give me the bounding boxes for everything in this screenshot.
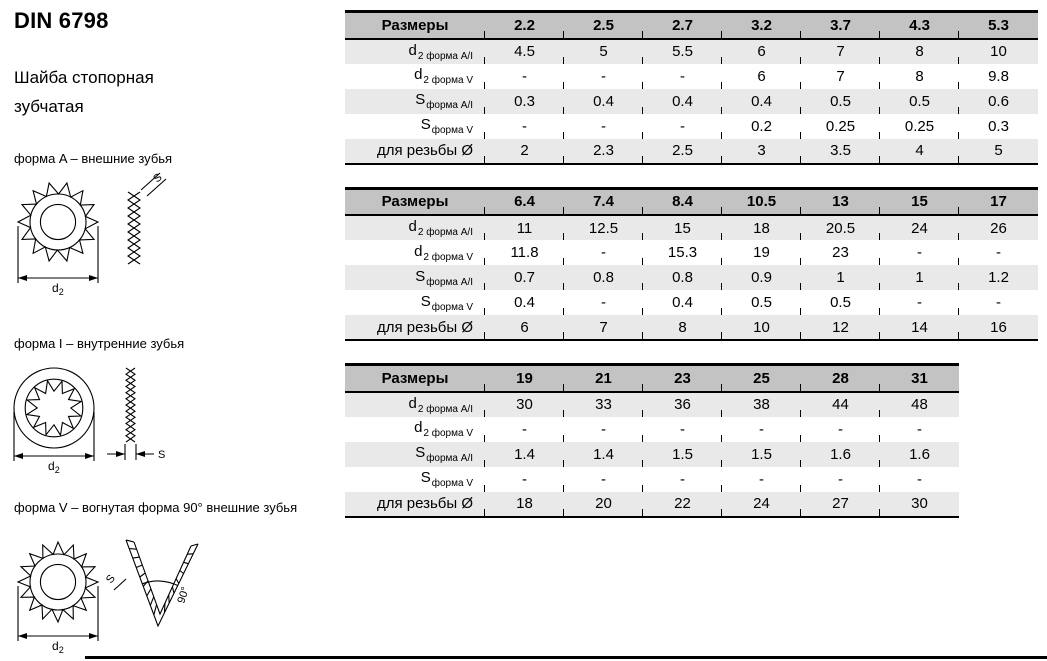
table-row bbox=[345, 417, 959, 442]
table-row bbox=[345, 114, 1038, 139]
size-header-cell: 28 bbox=[801, 365, 880, 392]
value-cell: 14 bbox=[880, 315, 959, 340]
value-cell: 0.3 bbox=[485, 89, 564, 114]
d2-dimension bbox=[18, 226, 98, 283]
value-cell: 36 bbox=[643, 392, 722, 417]
value-cell: 6 bbox=[722, 39, 801, 64]
value-cell: - bbox=[880, 240, 959, 265]
table-row bbox=[345, 315, 1038, 340]
value-cell: - bbox=[643, 467, 722, 492]
size-header-cell: 4.3 bbox=[880, 12, 959, 39]
value-cell: 8 bbox=[643, 315, 722, 340]
value-cell: 12 bbox=[801, 315, 880, 340]
value-cell: 0.8 bbox=[564, 265, 643, 290]
value-cell: 8 bbox=[880, 64, 959, 89]
value-cell: 7 bbox=[801, 39, 880, 64]
value-cell: 1.4 bbox=[564, 442, 643, 467]
value-cell: 0.4 bbox=[564, 89, 643, 114]
table-header-row bbox=[345, 12, 1038, 39]
value-cell: 15 bbox=[643, 215, 722, 240]
value-cell: 1 bbox=[880, 265, 959, 290]
size-header-cell: 2.2 bbox=[485, 12, 564, 39]
value-cell: 38 bbox=[722, 392, 801, 417]
row-label: $S_{форма A/I}$ bbox=[345, 265, 485, 290]
size-header-cell: 2.7 bbox=[643, 12, 722, 39]
value-cell: 0.5 bbox=[801, 89, 880, 114]
table-row bbox=[345, 215, 1038, 240]
table-header-label: Размеры bbox=[345, 12, 485, 39]
value-cell: 1.5 bbox=[643, 442, 722, 467]
side-view-teeth-strip bbox=[128, 173, 166, 264]
value-cell: 44 bbox=[801, 392, 880, 417]
bottom-rule bbox=[85, 656, 1047, 659]
value-cell: 48 bbox=[880, 392, 959, 417]
value-cell: - bbox=[959, 290, 1038, 315]
value-cell: 30 bbox=[485, 392, 564, 417]
angle-90-label: 90° bbox=[175, 585, 192, 605]
washer-external-teeth bbox=[18, 183, 98, 261]
value-cell: - bbox=[880, 417, 959, 442]
row-label: $S_{форма V}$ bbox=[345, 467, 485, 492]
value-cell: 5 bbox=[959, 139, 1038, 164]
washer-external-teeth bbox=[18, 542, 98, 622]
table-row bbox=[345, 467, 959, 492]
value-cell: 9.8 bbox=[959, 64, 1038, 89]
value-cell: 20 bbox=[564, 492, 643, 517]
value-cell: - bbox=[722, 467, 801, 492]
value-cell: - bbox=[880, 467, 959, 492]
row-label: $S_{форма V}$ bbox=[345, 290, 485, 315]
value-cell: 15.3 bbox=[643, 240, 722, 265]
value-cell: 5 bbox=[564, 39, 643, 64]
value-cell: - bbox=[801, 467, 880, 492]
value-cell: 0.25 bbox=[801, 114, 880, 139]
value-cell: - bbox=[564, 240, 643, 265]
row-label: $d_{2 форма A/I}$ bbox=[345, 392, 485, 417]
value-cell: 1.6 bbox=[880, 442, 959, 467]
cone-side-view bbox=[114, 540, 198, 626]
table-header-row bbox=[345, 365, 959, 392]
value-cell: 1.4 bbox=[485, 442, 564, 467]
value-cell: 2.3 bbox=[564, 139, 643, 164]
value-cell: 10 bbox=[959, 39, 1038, 64]
value-cell: 0.6 bbox=[959, 89, 1038, 114]
value-cell: 0.4 bbox=[643, 290, 722, 315]
value-cell: 1.5 bbox=[722, 442, 801, 467]
value-cell: 27 bbox=[801, 492, 880, 517]
row-label: $d_{2 форма V}$ bbox=[345, 64, 485, 89]
value-cell: - bbox=[643, 64, 722, 89]
page-title: DIN 6798 bbox=[14, 8, 109, 33]
value-cell: - bbox=[801, 417, 880, 442]
value-cell: 0.5 bbox=[801, 290, 880, 315]
value-cell: 19 bbox=[722, 240, 801, 265]
side-view-teeth-strip bbox=[107, 368, 154, 460]
table-row bbox=[345, 89, 1038, 114]
table-row bbox=[345, 64, 1038, 89]
table-row bbox=[345, 492, 959, 517]
value-cell: 0.5 bbox=[880, 89, 959, 114]
value-cell: 0.25 bbox=[880, 114, 959, 139]
form-a-label: форма A – внешние зубья bbox=[14, 151, 173, 166]
d2-dimension-label: $d_2$ bbox=[48, 459, 60, 475]
value-cell: 4.5 bbox=[485, 39, 564, 64]
table-header-label: Размеры bbox=[345, 365, 485, 392]
value-cell: - bbox=[643, 417, 722, 442]
value-cell: - bbox=[485, 64, 564, 89]
value-cell: 30 bbox=[880, 492, 959, 517]
value-cell: 6 bbox=[722, 64, 801, 89]
d2-dimension-label: $d_2$ bbox=[52, 281, 64, 297]
row-label: $S_{форма A/I}$ bbox=[345, 89, 485, 114]
table-row bbox=[345, 290, 1038, 315]
value-cell: 1 bbox=[801, 265, 880, 290]
form-i-diagram bbox=[8, 352, 218, 480]
table-row bbox=[345, 442, 959, 467]
size-header-cell: 3.7 bbox=[801, 12, 880, 39]
value-cell: 0.9 bbox=[722, 265, 801, 290]
value-cell: 10 bbox=[722, 315, 801, 340]
value-cell: 8 bbox=[880, 39, 959, 64]
value-cell: 23 bbox=[801, 240, 880, 265]
size-header-cell: 2.5 bbox=[564, 12, 643, 39]
row-label: $S_{форма A/I}$ bbox=[345, 442, 485, 467]
value-cell: - bbox=[959, 240, 1038, 265]
table-row bbox=[345, 392, 959, 417]
size-header-cell: 5.3 bbox=[959, 12, 1038, 39]
value-cell: 2.5 bbox=[643, 139, 722, 164]
value-cell: 24 bbox=[722, 492, 801, 517]
value-cell: 20.5 bbox=[801, 215, 880, 240]
row-label: $d_{2 форма V}$ bbox=[345, 417, 485, 442]
s-dimension-label: S bbox=[151, 171, 165, 186]
value-cell: 0.5 bbox=[722, 290, 801, 315]
form-v-label: форма V – вогнутая форма 90° внешние зубья bbox=[14, 500, 298, 515]
value-cell: 33 bbox=[564, 392, 643, 417]
value-cell: 24 bbox=[880, 215, 959, 240]
value-cell: 7 bbox=[564, 315, 643, 340]
form-v-diagram bbox=[8, 518, 258, 658]
size-header-cell: 3.2 bbox=[722, 12, 801, 39]
value-cell: 1.2 bbox=[959, 265, 1038, 290]
value-cell: - bbox=[880, 290, 959, 315]
value-cell: 0.7 bbox=[485, 265, 564, 290]
form-a-diagram bbox=[8, 170, 218, 300]
value-cell: 7 bbox=[801, 64, 880, 89]
size-header-cell: 21 bbox=[564, 365, 643, 392]
row-label: для резьбы Ø bbox=[345, 139, 485, 164]
value-cell: 2 bbox=[485, 139, 564, 164]
size-table-2 bbox=[345, 187, 1038, 342]
value-cell: 12.5 bbox=[564, 215, 643, 240]
value-cell: - bbox=[564, 417, 643, 442]
page-subtitle: Шайба стопорная зубчатая bbox=[14, 68, 154, 116]
size-header-cell: 25 bbox=[722, 365, 801, 392]
value-cell: - bbox=[722, 417, 801, 442]
value-cell: 22 bbox=[643, 492, 722, 517]
value-cell: 26 bbox=[959, 215, 1038, 240]
row-label: $d_{2 форма A/I}$ bbox=[345, 39, 485, 64]
s-dimension-label: S bbox=[103, 572, 118, 586]
value-cell: - bbox=[564, 114, 643, 139]
size-header-cell: 6.4 bbox=[485, 188, 564, 215]
value-cell: 0.4 bbox=[485, 290, 564, 315]
value-cell: - bbox=[643, 114, 722, 139]
size-header-cell: 31 bbox=[880, 365, 959, 392]
table-row bbox=[345, 240, 1038, 265]
size-header-cell: 8.4 bbox=[643, 188, 722, 215]
table-row bbox=[345, 39, 1038, 64]
table-header-label: Размеры bbox=[345, 188, 485, 215]
value-cell: 0.4 bbox=[643, 89, 722, 114]
size-table-3 bbox=[345, 363, 959, 518]
table-row bbox=[345, 265, 1038, 290]
value-cell: 18 bbox=[722, 215, 801, 240]
value-cell: 11.8 bbox=[485, 240, 564, 265]
value-cell: 1.6 bbox=[801, 442, 880, 467]
value-cell: - bbox=[564, 290, 643, 315]
row-label: $d_{2 форма V}$ bbox=[345, 240, 485, 265]
value-cell: 3.5 bbox=[801, 139, 880, 164]
value-cell: 11 bbox=[485, 215, 564, 240]
washer-internal-teeth bbox=[14, 368, 94, 448]
row-label: для резьбы Ø bbox=[345, 492, 485, 517]
value-cell: 5.5 bbox=[643, 39, 722, 64]
d2-dimension-label: $d_2$ bbox=[52, 639, 64, 655]
value-cell: 0.2 bbox=[722, 114, 801, 139]
value-cell: - bbox=[485, 417, 564, 442]
form-i-label: форма I – внутренние зубья bbox=[14, 336, 185, 351]
row-label: $d_{2 форма A/I}$ bbox=[345, 215, 485, 240]
value-cell: 3 bbox=[722, 139, 801, 164]
value-cell: 0.3 bbox=[959, 114, 1038, 139]
size-header-cell: 23 bbox=[643, 365, 722, 392]
table-header-row bbox=[345, 188, 1038, 215]
size-header-cell: 13 bbox=[801, 188, 880, 215]
size-header-cell: 10.5 bbox=[722, 188, 801, 215]
value-cell: - bbox=[564, 64, 643, 89]
value-cell: 6 bbox=[485, 315, 564, 340]
value-cell: 4 bbox=[880, 139, 959, 164]
size-header-cell: 15 bbox=[880, 188, 959, 215]
value-cell: 16 bbox=[959, 315, 1038, 340]
value-cell: 18 bbox=[485, 492, 564, 517]
d2-dimension bbox=[18, 586, 98, 641]
s-dimension-label: S bbox=[158, 449, 166, 461]
value-cell: - bbox=[485, 114, 564, 139]
value-cell: 0.8 bbox=[643, 265, 722, 290]
value-cell: - bbox=[485, 467, 564, 492]
row-label: $S_{форма V}$ bbox=[345, 114, 485, 139]
row-label: для резьбы Ø bbox=[345, 315, 485, 340]
value-cell: - bbox=[564, 467, 643, 492]
size-header-cell: 7.4 bbox=[564, 188, 643, 215]
value-cell: 0.4 bbox=[722, 89, 801, 114]
size-header-cell: 19 bbox=[485, 365, 564, 392]
size-table-1 bbox=[345, 10, 1038, 165]
size-header-cell: 17 bbox=[959, 188, 1038, 215]
table-row bbox=[345, 139, 1038, 164]
dimension-tables bbox=[345, 10, 1038, 540]
